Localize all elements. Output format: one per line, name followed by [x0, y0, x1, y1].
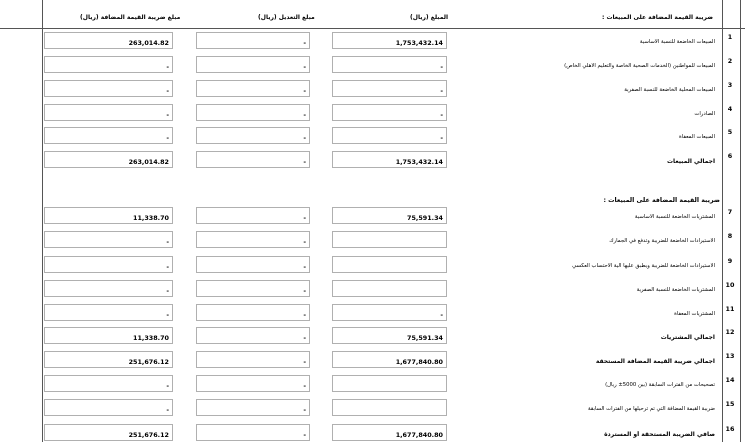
- row-label: اجمالي المبيعات: [667, 158, 715, 165]
- row-label: تصحيحات من الفترات السابقة (بين 5000± ريال): [605, 382, 715, 388]
- vat-field[interactable]: -: [44, 104, 173, 121]
- adjustment-field[interactable]: -: [196, 56, 310, 73]
- row-number: 6: [727, 152, 733, 160]
- amount-field[interactable]: [332, 280, 447, 297]
- row-number: 9: [727, 257, 733, 265]
- divider: [0, 28, 745, 29]
- adjustment-field[interactable]: -: [196, 256, 310, 273]
- amount-field[interactable]: 1,677,840.80: [332, 424, 447, 441]
- row-number: 7: [727, 208, 733, 216]
- adjustment-field[interactable]: -: [196, 32, 310, 49]
- header-description: ضريبة القيمة المضافة على المبيعات :: [602, 14, 714, 21]
- amount-field[interactable]: 1,677,840.80: [332, 351, 447, 368]
- row-number: 11: [725, 305, 735, 313]
- amount-field[interactable]: -: [332, 304, 447, 321]
- row-number: 5: [727, 128, 733, 136]
- amount-field[interactable]: -: [332, 104, 447, 121]
- vat-field[interactable]: 251,676.12: [44, 424, 173, 441]
- vat-field[interactable]: 263,014.82: [44, 32, 173, 49]
- row-number: 2: [727, 57, 733, 65]
- header-adjustment: مبلغ التعديل (ريال): [258, 14, 315, 21]
- adjustment-field[interactable]: -: [196, 80, 310, 97]
- purchases-section-title: ضريبة القيمة المضافة على المبيعات :: [603, 197, 720, 204]
- vat-field[interactable]: 11,338.70: [44, 327, 173, 344]
- adjustment-field[interactable]: -: [196, 327, 310, 344]
- row-label: اجمالي المشتريات: [660, 334, 715, 341]
- amount-field[interactable]: 1,753,432.14: [332, 151, 447, 168]
- vat-field[interactable]: -: [44, 56, 173, 73]
- vat-field[interactable]: -: [44, 80, 173, 97]
- vat-field[interactable]: 11,338.70: [44, 207, 173, 224]
- amount-field[interactable]: 75,591.34: [332, 327, 447, 344]
- amount-field[interactable]: [332, 399, 447, 416]
- vat-field[interactable]: 251,676.12: [44, 351, 173, 368]
- divider: [740, 0, 741, 442]
- row-label: اجمالي ضريبة القيمة المضافة المستحقة: [595, 358, 715, 365]
- adjustment-field[interactable]: -: [196, 424, 310, 441]
- amount-field[interactable]: -: [332, 127, 447, 144]
- row-label: الاستيرادات الخاضعة للضريبة وتدفع في الجمارك: [609, 238, 715, 244]
- row-label: المبيعات المعفاة: [679, 134, 715, 140]
- row-label: صافي الضريبة المستحقة أو المستردة: [604, 431, 715, 438]
- row-number: 16: [725, 425, 735, 433]
- vat-field[interactable]: -: [44, 231, 173, 248]
- adjustment-field[interactable]: -: [196, 375, 310, 392]
- vat-field[interactable]: 263,014.82: [44, 151, 173, 168]
- adjustment-field[interactable]: -: [196, 127, 310, 144]
- amount-field[interactable]: [332, 375, 447, 392]
- adjustment-field[interactable]: -: [196, 104, 310, 121]
- amount-field[interactable]: 75,591.34: [332, 207, 447, 224]
- vat-field[interactable]: -: [44, 399, 173, 416]
- amount-field[interactable]: -: [332, 80, 447, 97]
- row-label: ضريبة القيمة المضافة التي تم ترحيلها من الفترات السابقة: [587, 406, 715, 412]
- adjustment-field[interactable]: -: [196, 280, 310, 297]
- row-label: المبيعات للمواطنين (الخدمات الصحية الخاصة والتعليم الأهلي الخاص): [564, 63, 715, 69]
- header-amount: المبلغ (ريال): [410, 14, 449, 21]
- vat-field[interactable]: -: [44, 127, 173, 144]
- header-vat: مبلغ ضريبة القيمة المضافة (ريال): [80, 14, 181, 21]
- vat-field[interactable]: -: [44, 256, 173, 273]
- divider: [42, 0, 43, 442]
- row-label: المشتريات المعفاة: [674, 311, 715, 317]
- row-number: 14: [725, 376, 735, 384]
- adjustment-field[interactable]: -: [196, 207, 310, 224]
- adjustment-field[interactable]: -: [196, 351, 310, 368]
- amount-field[interactable]: [332, 256, 447, 273]
- row-number: 8: [727, 232, 733, 240]
- row-label: الاستيرادات الخاضعة للضريبة ويطبق عليها آلية الاحتساب العكسي: [572, 263, 715, 269]
- row-number: 4: [727, 105, 733, 113]
- vat-field[interactable]: -: [44, 280, 173, 297]
- row-label: المشتريات الخاضعة للنسبة الصفرية: [636, 287, 715, 293]
- row-number: 10: [725, 281, 735, 289]
- adjustment-field[interactable]: -: [196, 231, 310, 248]
- amount-field[interactable]: 1,753,432.14: [332, 32, 447, 49]
- row-label: الصادرات: [694, 111, 715, 117]
- vat-field[interactable]: -: [44, 375, 173, 392]
- adjustment-field[interactable]: -: [196, 151, 310, 168]
- amount-field[interactable]: -: [332, 56, 447, 73]
- row-label: المشتريات الخاضعة للنسبة الأساسية: [634, 214, 715, 220]
- row-number: 3: [727, 81, 733, 89]
- row-number: 12: [725, 328, 735, 336]
- row-number: 1: [727, 33, 733, 41]
- row-number: 15: [725, 400, 735, 408]
- row-label: المبيعات الخاضعة للنسبة الأساسية: [639, 39, 715, 45]
- adjustment-field[interactable]: -: [196, 304, 310, 321]
- amount-field[interactable]: [332, 231, 447, 248]
- vat-field[interactable]: -: [44, 304, 173, 321]
- adjustment-field[interactable]: -: [196, 399, 310, 416]
- row-number: 13: [725, 352, 735, 360]
- row-label: المبيعات المحلية الخاضعة للنسبة الصفرية: [624, 87, 715, 93]
